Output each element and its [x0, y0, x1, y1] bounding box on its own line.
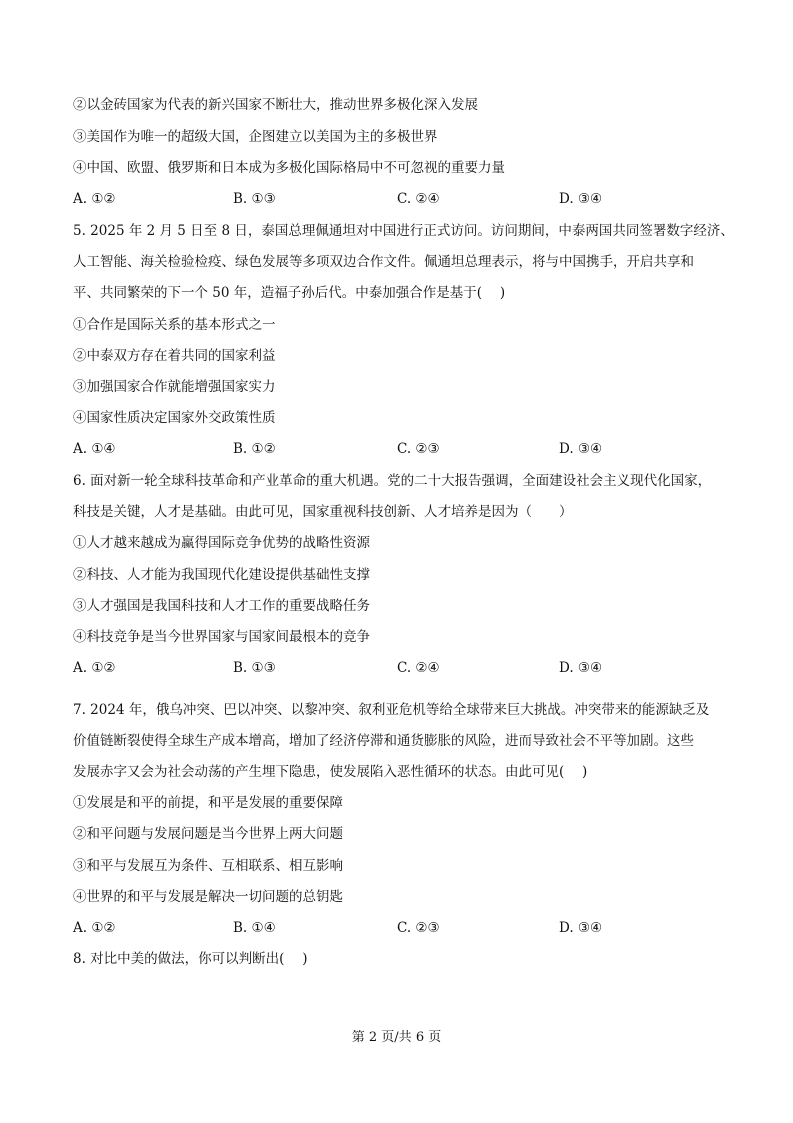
- q6-option-d[interactable]: D. ③④: [559, 660, 603, 676]
- q6-item-4: ④科技竞争是当今世界国家与国家间最根本的竞争: [73, 629, 370, 645]
- q7-stem-line-1: 7. 2024 年，俄乌冲突、巴以冲突、以黎冲突、叙利亚危机等给全球带来巨大挑战。冲突带来的能源缺乏及: [73, 702, 710, 718]
- q6-option-c[interactable]: C. ②④: [397, 660, 440, 676]
- q6-item-1: ①人才越来越成为赢得国际竞争优势的战略性资源: [73, 535, 370, 551]
- q6-option-a[interactable]: A. ①②: [73, 660, 116, 676]
- q7-option-c[interactable]: C. ②③: [397, 920, 440, 936]
- q7-option-d[interactable]: D. ③④: [559, 920, 603, 936]
- q7-stem-line-3: 发展赤字又会为社会动荡的产生埋下隐患，使发展陷入恶性循环的状态。由此可见( ): [73, 764, 588, 780]
- q7-item-2: ②和平问题与发展问题是当今世界上两大问题: [73, 826, 343, 842]
- q5-option-d[interactable]: D. ③④: [559, 441, 603, 457]
- q5-options: [73, 440, 733, 458]
- q5-item-1: ①合作是国际关系的基本形式之一: [73, 317, 276, 333]
- q4-item-2: ②以金砖国家为代表的新兴国家不断壮大，推动世界多极化深入发展: [73, 97, 478, 113]
- page-number-footer: 第 2 页/共 6 页: [351, 1030, 442, 1045]
- q5-option-c[interactable]: C. ②③: [397, 441, 440, 457]
- q5-stem-line-3: 平、共同繁荣的下一个 50 年，造福子孙后代。中泰加强合作是基于( ): [73, 285, 506, 301]
- q6-option-b[interactable]: B. ①③: [233, 660, 276, 676]
- q4-item-4: ④中国、欧盟、俄罗斯和日本成为多极化国际格局中不可忽视的重要力量: [73, 160, 505, 176]
- q6-item-3: ③人才强国是我国科技和人才工作的重要战略任务: [73, 598, 370, 614]
- q5-item-3: ③加强国家合作就能增强国家实力: [73, 379, 276, 395]
- q7-option-a[interactable]: A. ①②: [73, 920, 116, 936]
- q7-item-4: ④世界的和平与发展是解决一切问题的总钥匙: [73, 889, 343, 905]
- q5-item-4: ④国家性质决定国家外交政策性质: [73, 410, 276, 426]
- q7-options: [73, 919, 733, 937]
- q6-stem-line-2: 科技是关键，人才是基础。由此可见，国家重视科技创新、人才培养是因为（ ）: [73, 504, 573, 520]
- q6-options: [73, 659, 733, 677]
- q7-option-b[interactable]: B. ①④: [233, 920, 276, 936]
- q4-option-c[interactable]: C. ②④: [397, 191, 440, 207]
- q5-option-a[interactable]: A. ①④: [73, 441, 116, 457]
- q7-item-1: ①发展是和平的前提，和平是发展的重要保障: [73, 795, 343, 811]
- q7-item-3: ③和平与发展互为条件、互相联系、相互影响: [73, 858, 343, 874]
- q4-options: [73, 190, 733, 208]
- q4-item-3: ③美国作为唯一的超级大国，企图建立以美国为主的多极世界: [73, 129, 438, 145]
- q4-option-a[interactable]: A. ①②: [73, 191, 116, 207]
- q5-item-2: ②中泰双方存在着共同的国家利益: [73, 348, 276, 364]
- q5-stem-line-2: 人工智能、海关检验检疫、绿色发展等多项双边合作文件。佩通坦总理表示，将与中国携手，开启共享和: [73, 254, 694, 270]
- q4-option-b[interactable]: B. ①③: [233, 191, 276, 207]
- q4-option-d[interactable]: D. ③④: [559, 191, 603, 207]
- q6-item-2: ②科技、人才能为我国现代化建设提供基础性支撑: [73, 567, 370, 583]
- q7-stem-line-2: 价值链断裂使得全球生产成本增高，增加了经济停滞和通货膨胀的风险，进而导致社会不平等加剧。这些: [73, 733, 694, 749]
- q6-stem-line-1: 6. 面对新一轮全球科技革命和产业革命的重大机遇。党的二十大报告强调，全面建设社会主义现代化国家，: [73, 473, 712, 489]
- q5-stem-line-1: 5. 2025 年 2 月 5 日至 8 日，泰国总理佩通坦对中国进行正式访问。访问期间，中泰两国共同签署数字经济、: [73, 223, 734, 239]
- q5-option-b[interactable]: B. ①②: [233, 441, 276, 457]
- q8-stem: 8. 对比中美的做法，你可以判断出( ): [73, 951, 308, 967]
